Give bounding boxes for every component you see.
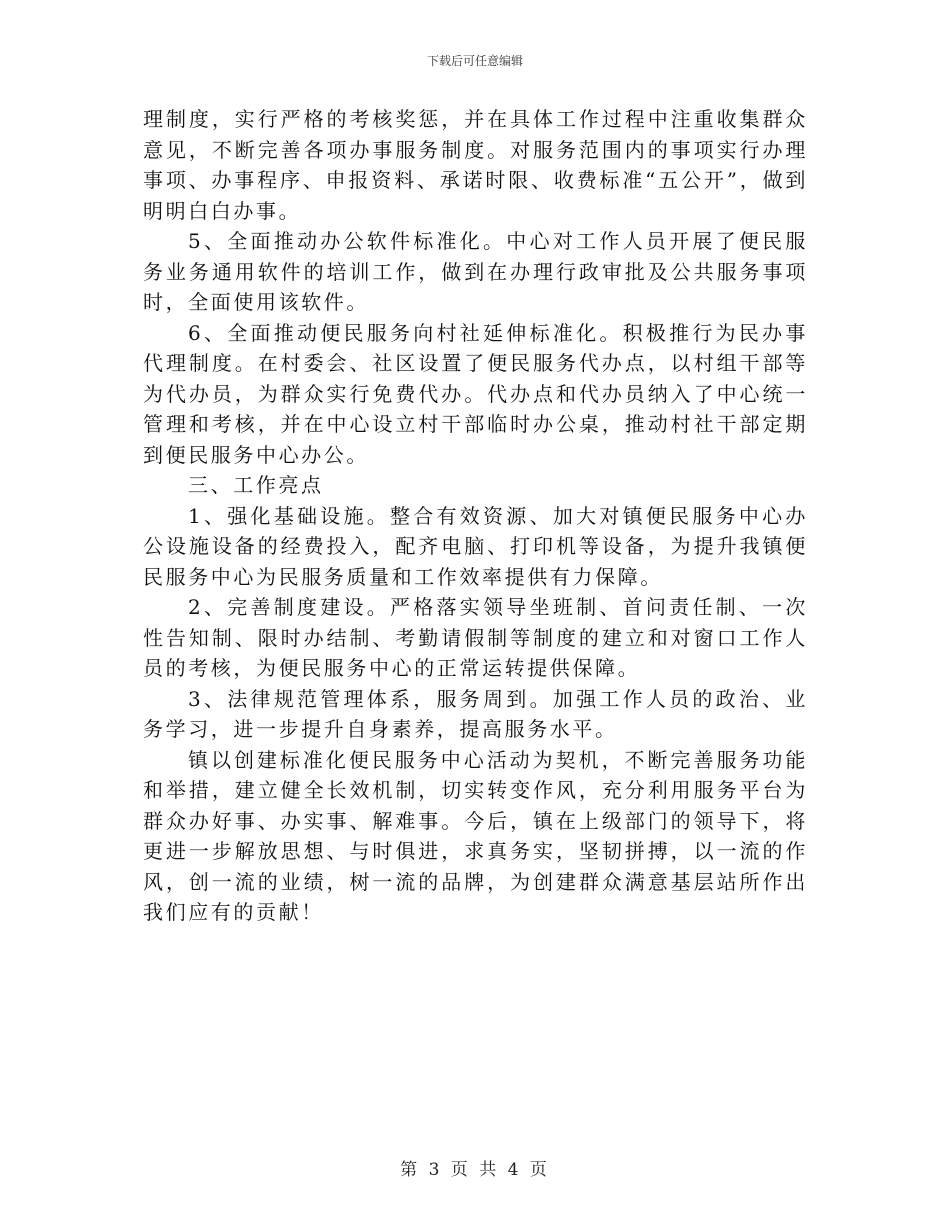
paragraph: 镇以创建标准化便民服务中心活动为契机，不断完善服务功能和举措，建立健全长效机制，切实转变作风，充分利用服务平台为群众办好事、办实事、解难事。今后，镇在上级部门的领导下，将更进一步解放思想、与时俱进，求真务实，坚韧拼搏，以一流的作风，创一流的业绩，树一流的品牌，为创建群众满意基层站所作出我们应有的贡献！ xyxy=(143,747,808,924)
document-body xyxy=(143,104,808,928)
paragraph: 1、强化基础设施。整合有效资源、加大对镇便民服务中心办公设施设备的经费投入，配齐电脑、打印机等设备，为提升我镇便民服务中心为民服务质量和工作效率提供有力保障。 xyxy=(143,503,808,589)
paragraph: 2、完善制度建设。严格落实领导坐班制、首问责任制、一次性告知制、限时办结制、考勤请假制等制度的建立和对窗口工作人员的考核，为便民服务中心的正常运转提供保障。 xyxy=(143,595,808,680)
paragraph: 理制度，实行严格的考核奖惩，并在具体工作过程中注重收集群众意见，不断完善各项办事服务制度。对服务范围内的事项实行办理事项、办事程序、申报资料、承诺时限、收费标准“五公开”，做到明明白白办事。 xyxy=(143,107,808,223)
page-header: 下载后可任意编辑 xyxy=(426,54,523,68)
paragraph: 5、全面推动办公软件标准化。中心对工作人员开展了便民服务业务通用软件的培训工作，做到在办理行政审批及公共服务事项时，全面使用该软件。 xyxy=(143,229,808,314)
page-number: 第 3 页 共 4 页 xyxy=(400,1160,550,1180)
paragraph: 3、法律规范管理体系，服务周到。加强工作人员的政治、业务学习，进一步提升自身素养，提高服务水平。 xyxy=(143,686,808,741)
section-heading: 三、工作亮点 xyxy=(188,473,324,497)
paragraph: 6、全面推动便民服务向村社延伸标准化。积极推行为民办事代理制度。在村委会、社区设置了便民服务代办点，以村组干部等为代办员，为群众实行免费代办。代办点和代办员纳入了中心统一管理和考核，并在中心设立村干部临时办公桌，推动村社干部定期到便民服务中心办公。 xyxy=(143,320,808,467)
